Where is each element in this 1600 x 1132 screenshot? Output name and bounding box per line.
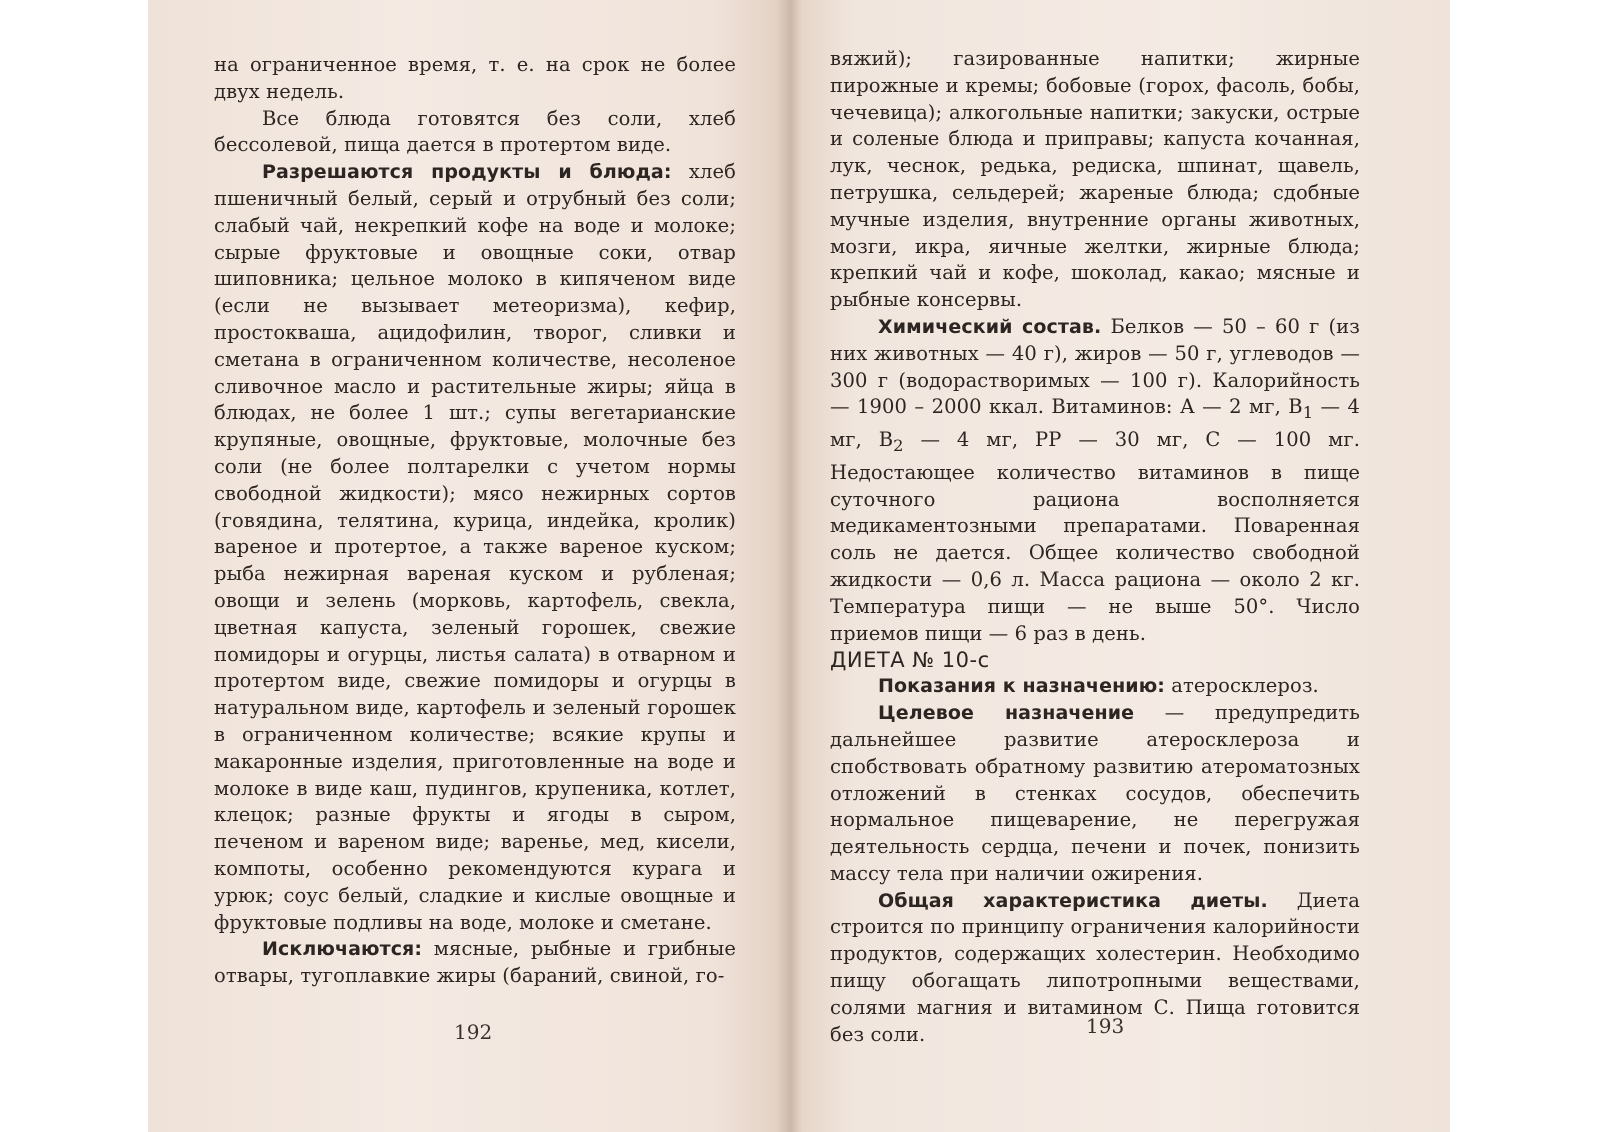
subscript: 1 [1302, 403, 1314, 423]
paragraph-text: атеросклероз. [1164, 674, 1319, 698]
paragraph [830, 673, 1360, 700]
left-page-text [214, 52, 736, 990]
paragraph-text: Белков — 50 – 60 г (из них животных — 40 г), жиров — 50 г, углеводов — 300 г (водорастворимых — 100 г). Калорийность — 1900 – 2000 ккал. Витаминов: А — 2 мг, В [830, 314, 1361, 419]
right-page [788, 0, 1450, 1132]
bold-label: Исключаются: [262, 938, 423, 961]
paragraph [214, 936, 736, 990]
right-page-text [830, 46, 1360, 1048]
paragraph [830, 314, 1360, 647]
paragraph-text: хлеб пшеничный белый, серый и отрубный без соли; слабый чай, некрепкий кофе на воде и молоке; сырые фруктовые и овощные соки, отвар шиповника; цельное молоко в кипяченом виде (если не вызывает метеоризма), кефир, простокваша, ацидофилин, творог, сливки и сметана в ограниченном количестве, несоленое сливочное масло и растительные жиры; яйца в блюдах, не более 1 шт.; супы вегетарианские крупяные, овощные, фруктовые, молочные без соли (не более полтарелки с учетом нормы свободной жидкости); мясо нежирных сортов (говядина, телятина, курица, индейка, кролик) вареное и протертое, а также вареное куском; рыба нежирная вареная куском и рубленая; овощи и зелень (морковь, картофель, свекла, цветная капуста, зеленый горошек, свежие помидоры и огурцы, листья салата) в отварном и протертом виде, свежие помидоры и огурцы в натуральном виде, картофель и зеленый горошек в ограниченном количестве; всякие крупы и макаронные изделия, приготовленные на воде и молоке в виде каш, пудингов, крупеника, котлет, клецок; разные фрукты и ягоды в сыром, печеном и вареном виде; варенье, мед, кисели, компоты, особенно рекомендуются курага и урюк; соус белый, сладкие и кислые овощные и фруктовые подливы на воде, молоке и сметане. [214, 160, 736, 934]
bold-label: Показания к назначению: [878, 675, 1165, 698]
book-gutter [776, 0, 802, 1132]
bold-label: Химический состав. [878, 315, 1102, 338]
paragraph-text: — предупредить дальнейшее развитие атеросклероза и спобствовать обратному развитию атероматозных отложений в стенках сосудов, обеспечить нормальное пищеварение, не перегружая деятельность сердца, печени и почек, понизить массу тела при наличии ожирения. [830, 701, 1361, 885]
bold-label: Общая характеристика диеты. [878, 889, 1268, 912]
page-number: 193 [1086, 1014, 1125, 1038]
paragraph-text: Диета строится по принципу ограничения калорийности продуктов, содержащих холестерин. Необходимо пищу обогащать липотропными веществами, солями магния и витамином С. Пища готовится без соли. [830, 888, 1360, 1046]
paragraph: вяжий); газированные напитки; жирные пирожные и кремы; бобовые (горох, фасоль, бобы, чечевица); алкогольные напитки; закуски, острые и соленые блюда и приправы; капуста кочанная, лук, чеснок, редька, редиска, шпинат, щавель, петрушка, сельдерей; жареные блюда; сдобные мучные изделия, внутренние органы животных, мозги, икра, яичные желтки, жирные блюда; крепкий чай и кофе, шоколад, какао; мясные и рыбные консервы. [830, 47, 1360, 312]
paragraph-text: мясные, рыбные и грибные отвары, тугоплавкие жиры (бараний, свиной, го- [214, 937, 736, 988]
paragraph [830, 700, 1360, 888]
book-spread [148, 0, 1450, 1132]
paragraph-text: — 4 мг, В [830, 395, 1360, 452]
paragraph-text: — 4 мг, РР — 30 мг, С — 100 мг. Недостающее количество витаминов в пище суточного рациона восполняется медикаментозными препаратами. Поваренная соль не дается. Общее количество свободной жидкости — 0,6 л. Масса рациона — около 2 кг. Температура пищи — не выше 50°. Число приемов пищи — 6 раз в день. [830, 428, 1360, 645]
page-number: 192 [454, 1020, 493, 1044]
left-page [148, 0, 788, 1132]
paragraph: на ограниченное время, т. е. на срок не более двух недель. [214, 53, 736, 103]
bold-label: Целевое назначение [878, 702, 1135, 725]
bold-label: Разрешаются продукты и блюда: [262, 161, 672, 184]
paragraph: Все блюда готовятся без соли, хлеб бессолевой, пища дается в протертом виде. [214, 106, 736, 157]
paragraph [214, 159, 736, 936]
subscript: 2 [893, 435, 904, 455]
section-heading: ДИЕТА № 10-с [830, 648, 990, 673]
